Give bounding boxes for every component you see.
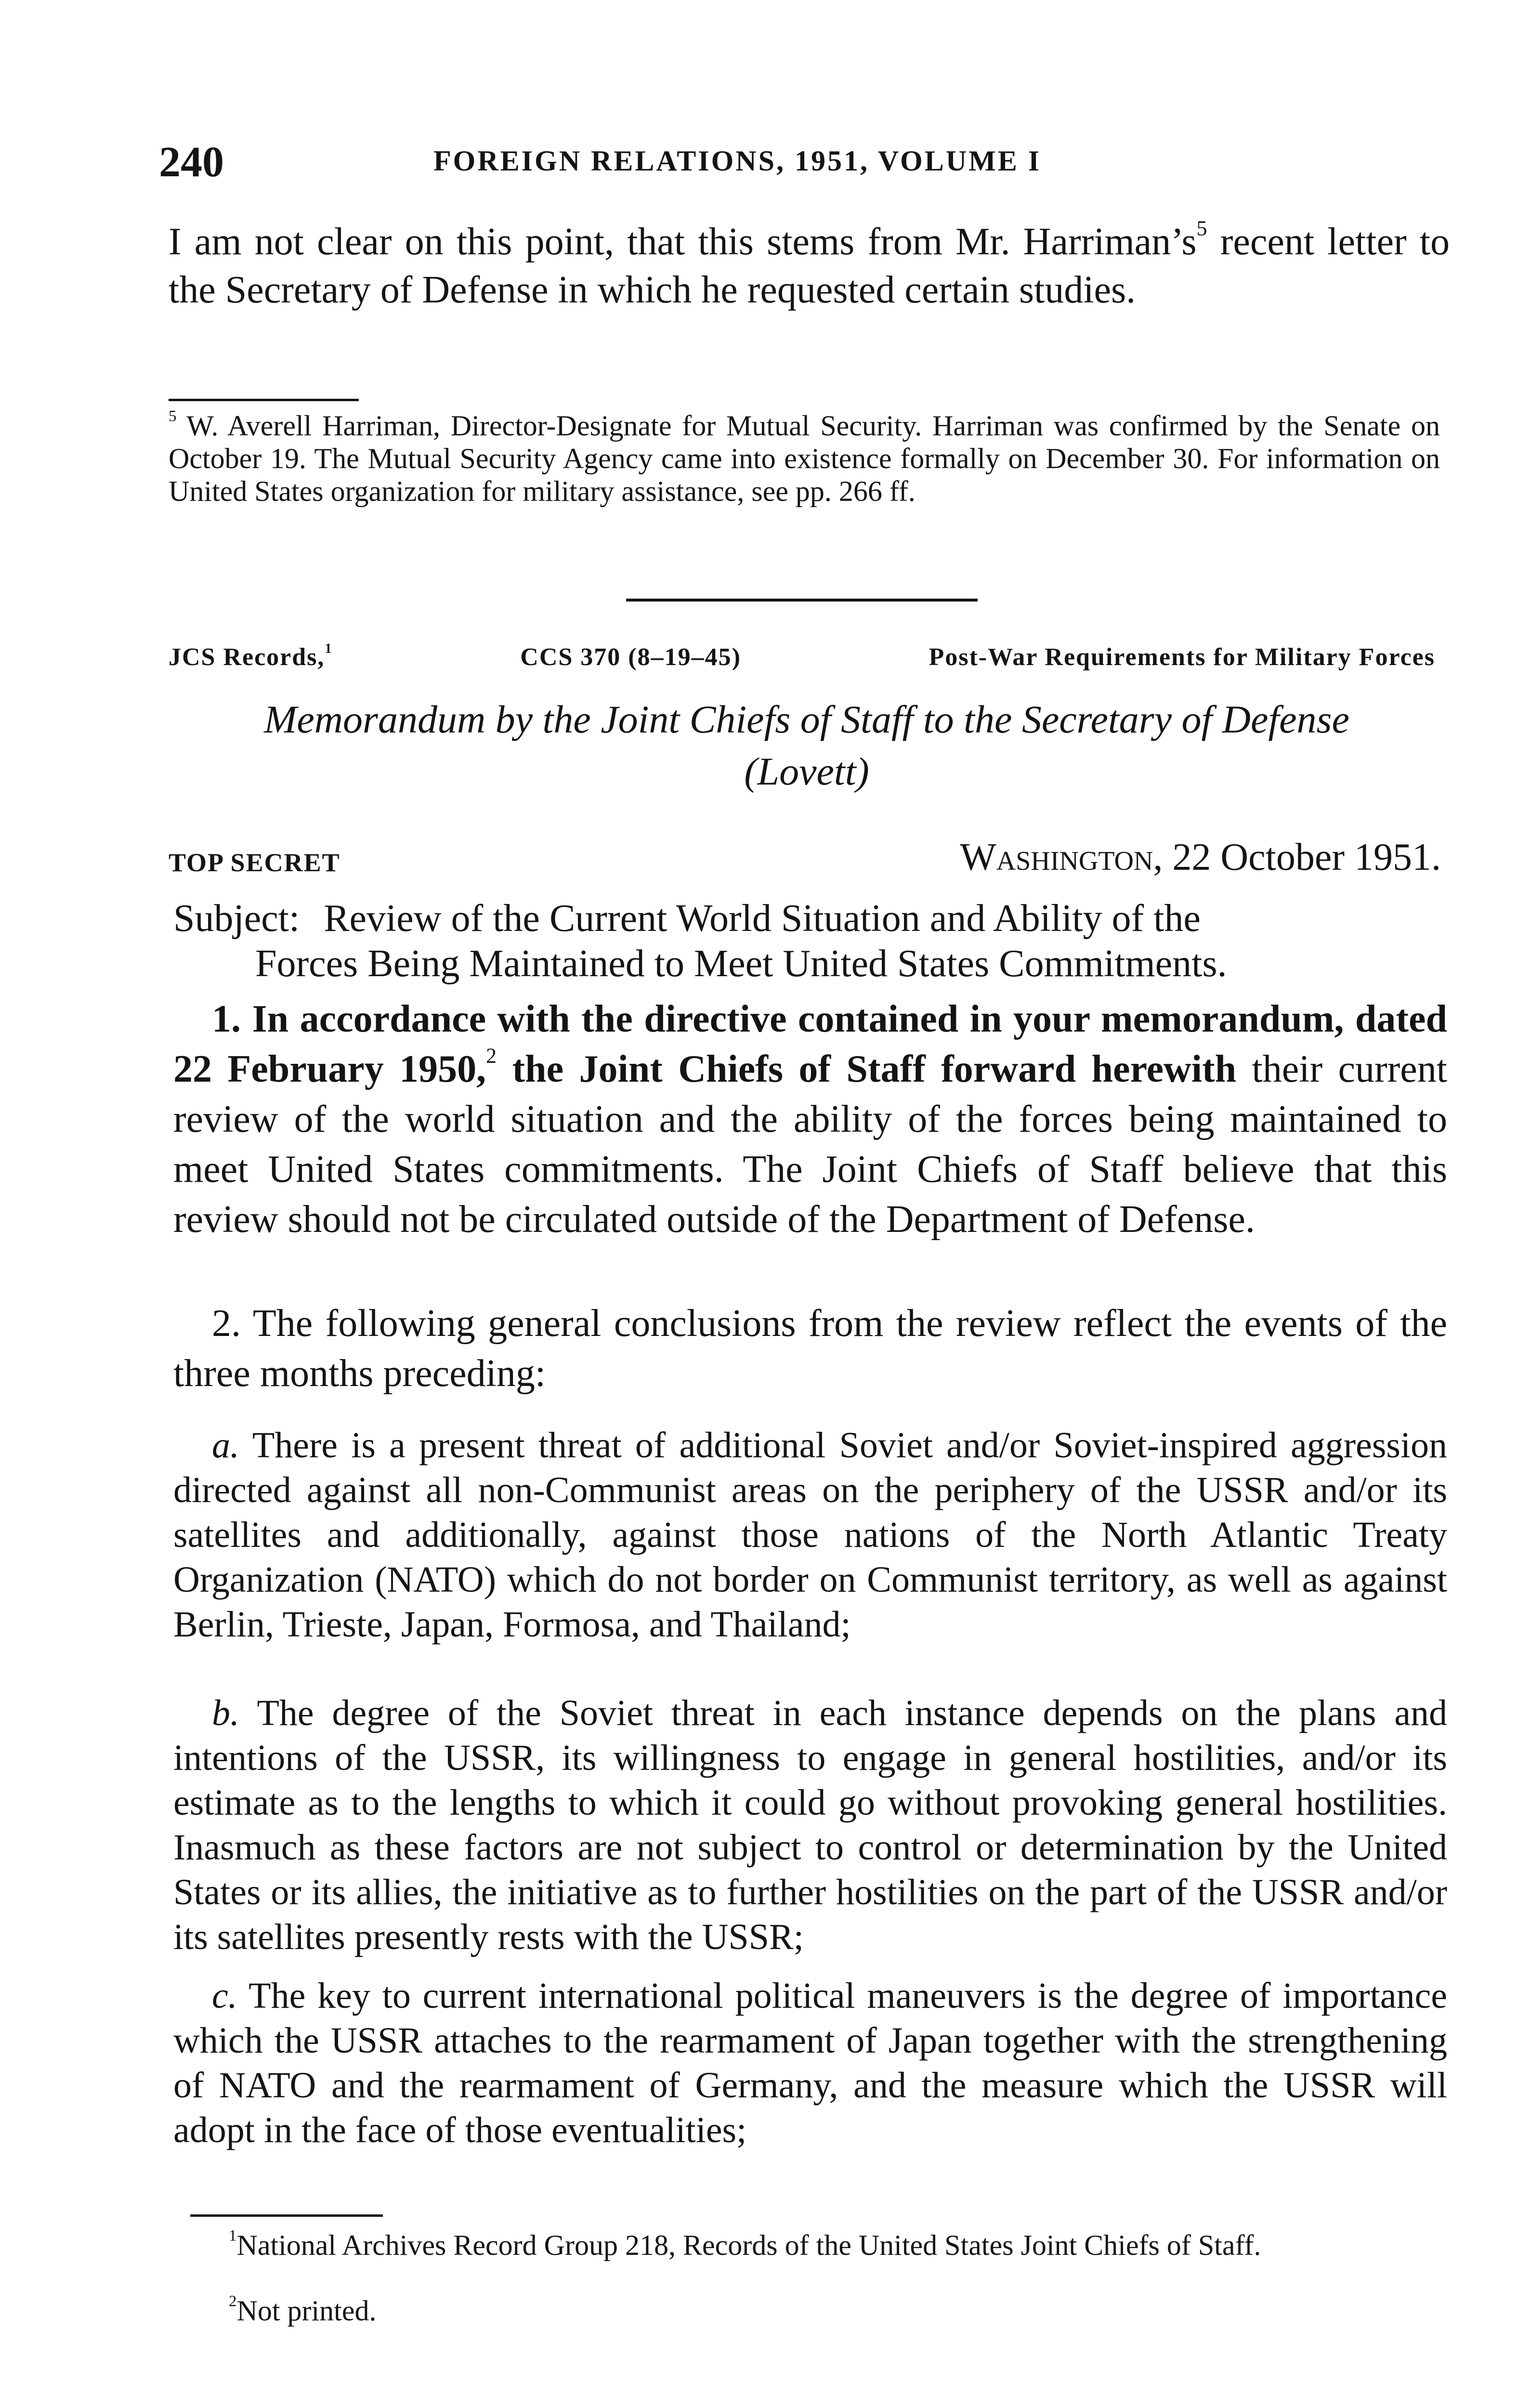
document-title (169, 694, 1445, 798)
dateline (960, 836, 1441, 879)
subparagraph-a-text: There is a present threat of additional Soviet and/or Soviet-inspired aggression directed against all non-Communist areas on the periphery of the USSR and/or its satellites and additionally, against those nations of the North Atlantic Treaty Organization (NATO) which do not border on Communist territory, as well as against Berlin, Trieste, Japan, Formosa, and Thailand; (173, 1425, 1447, 1645)
source-line (169, 643, 1435, 671)
title-line-1: Memorandum by the Joint Chiefs of Staff to the Secretary of Defense (264, 697, 1349, 741)
subparagraph-c (173, 1974, 1447, 2153)
paragraph-1 (173, 994, 1447, 1244)
running-title: FOREIGN RELATIONS, 1951, VOLUME I (433, 145, 1042, 177)
source-subject: Post-War Requirements for Military Forces (929, 643, 1435, 671)
footnote-mark-1: 1 (229, 2227, 237, 2245)
subparagraph-a-label: a. (212, 1425, 239, 1466)
paragraph-1-bold-b: the Joint Chiefs of Staff forward herewith (497, 1048, 1237, 1090)
footnote-2-text: Not printed. (236, 2295, 377, 2327)
source-records: JCS Records,$^1$ (169, 641, 333, 671)
source-ccs: CCS 370 (8–19–45) (520, 643, 741, 671)
page-number: 240 (159, 138, 224, 186)
footnote-5 (169, 409, 1440, 508)
subparagraph-c-text: The key to current international political maneuvers is the degree of importance which the USSR attaches to the rearmament of Japan together with the strengthening of NATO and the rearmament of Germany, and the measure which the USSR will adopt in the face of those eventualities; (173, 1976, 1447, 2150)
title-line-2: (Lovett) (744, 749, 869, 793)
intro-text-1: I am not clear on this point, that this stems from Mr. Harriman’s (169, 221, 1197, 263)
footnote-ref-2: 2 (486, 1044, 497, 1068)
intro-text-2: recent letter to the Secretary of Defense in which he requested certain studies. (169, 221, 1450, 311)
footnote-ref-1: 1 (325, 641, 333, 656)
footnote-mark-5: 5 (169, 407, 177, 425)
subparagraph-b (173, 1691, 1447, 1960)
footnote-2 (190, 2294, 1452, 2327)
footnote-rule (169, 399, 359, 401)
footnote-rule-bottom (190, 2214, 383, 2217)
subject-line-2: Forces Being Maintained to Meet United States Commitments. (255, 942, 1227, 985)
footnote-mark-2: 2 (229, 2292, 237, 2310)
footnote-1 (190, 2229, 1452, 2262)
subparagraph-b-text: The degree of the Soviet threat in each instance depends on the plans and intentions of the USSR, its willingness to engage in general hostilities, and/or its estimate as to the lengths to which it could go without provoking general hostilities. Inasmuch as these factors are not subject to control or determination by the United States or its allies, the initiative as to further hostilities on the part of the USSR and/or its satellites presently rests with the USSR; (173, 1693, 1447, 1957)
dateline-date: 22 October 1951. (1163, 836, 1441, 878)
intro-paragraph (169, 218, 1450, 314)
subject-line-1: Review of the Current World Situation and Ability of the (324, 897, 1201, 940)
subject-label: Subject: (173, 897, 300, 940)
paragraph-2: 2. The following general conclusions from the review reflect the events of the three months preceding: (173, 1302, 1447, 1395)
subparagraph-b-label: b. (212, 1693, 239, 1733)
footnote-1-text: National Archives Record Group 218, Records of the United States Joint Chiefs of Staff. (236, 2229, 1261, 2261)
subparagraph-a (173, 1423, 1447, 1647)
footnote-5-text: W. Averell Harriman, Director-Designate for Mutual Security. Harriman was confirmed by the Senate on October 19. The Mutual Security Agency came into existence formally on December 30. For information on United States organization for military assistance, see pp. 266 ff. (169, 410, 1440, 507)
dateline-place: Washington, (960, 836, 1163, 878)
paragraph-1-rest: their current review of the world situation and the ability of the forces being maintained to meet United States commitments. The Joint Chiefs of Staff believe that this review should not be circulated outside of the Department of Defense. (173, 1048, 1448, 1241)
classification-label: TOP SECRET (169, 848, 340, 877)
paragraph-1-bold-a: 1. In accordance with the directive contained in your memorandum, dated 22 February 1950, (173, 998, 1447, 1090)
section-separator (626, 599, 978, 602)
subparagraph-c-label: c. (212, 1976, 237, 2016)
footnote-ref-5: 5 (1196, 216, 1207, 240)
subject-block (173, 896, 1445, 986)
